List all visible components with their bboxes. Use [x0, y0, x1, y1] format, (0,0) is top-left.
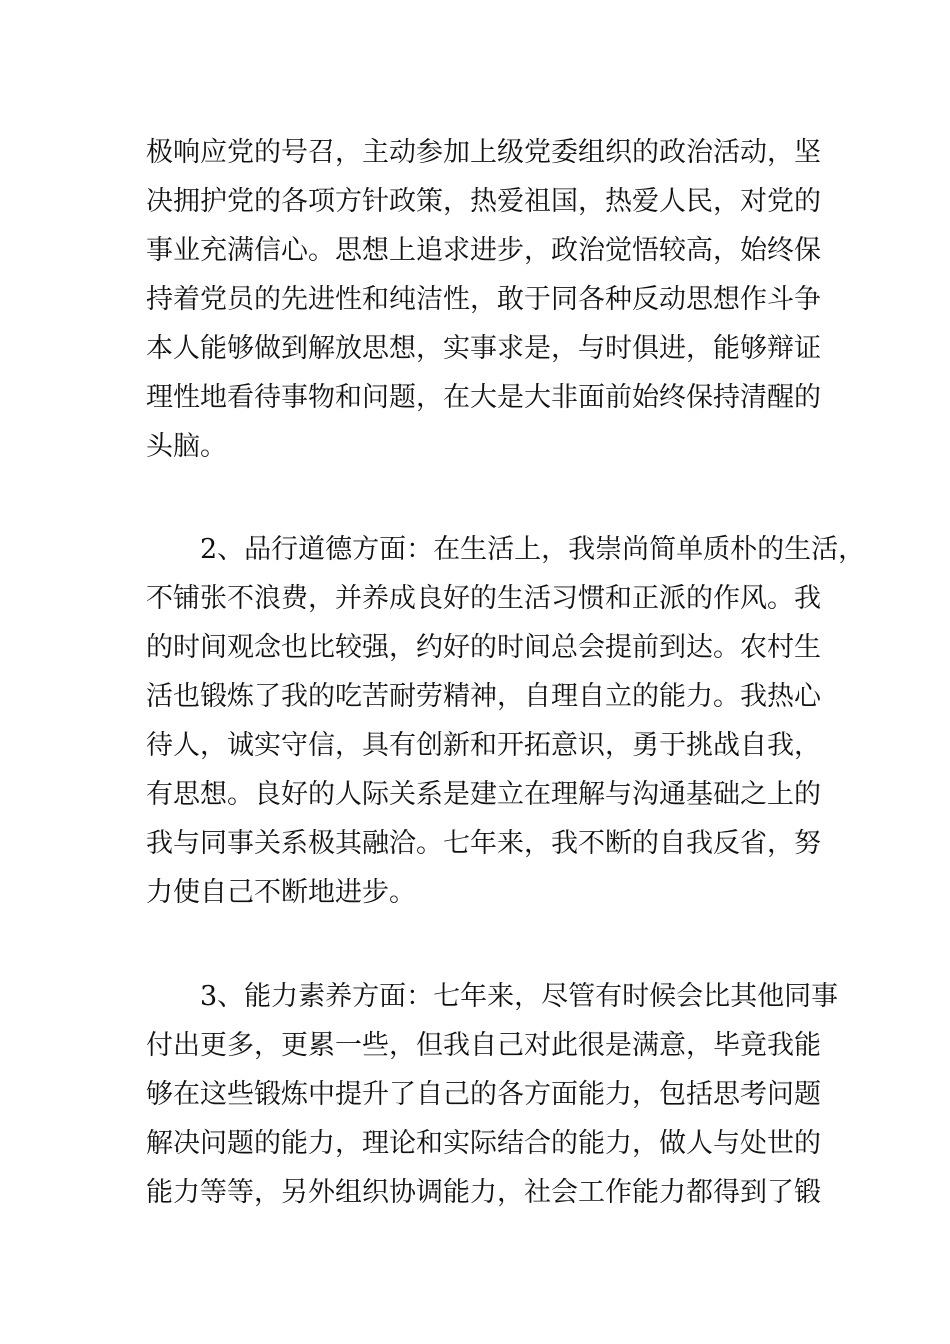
- paragraph-moral-conduct: [146, 525, 866, 917]
- text-line: 理性地看待事物和问题，在大是大非面前始终保持清醒的: [146, 382, 821, 413]
- text-line: 本人能够做到解放思想，实事求是，与时俱进，能够辩证: [146, 333, 821, 364]
- text-line: 持着党员的先进性和纯洁性，敢于同各种反动思想作斗争: [146, 284, 821, 315]
- text-line: 我与同事关系极其融洽。七年来，我不断的自我反省，努: [146, 828, 821, 859]
- text-line: 够在这些锻炼中提升了自己的各方面能力，包括思考问题: [146, 1079, 821, 1110]
- text-line: 事业充满信心。思想上追求进步，政治觉悟较高，始终保: [146, 235, 821, 266]
- text-line: 决拥护党的各项方针政策，热爱祖国，热爱人民，对党的: [146, 186, 821, 217]
- text-line: 活也锻炼了我的吃苦耐劳精神，自理自立的能力。我热心: [146, 681, 821, 712]
- text-line: 头脑。: [146, 431, 227, 462]
- text-line: 能力等等，另外组织协调能力，社会工作能力都得到了锻: [146, 1177, 821, 1208]
- text-line: 有思想。良好的人际关系是建立在理解与沟通基础之上的: [146, 779, 821, 810]
- text-line: 力使自己不断地进步。: [146, 877, 416, 908]
- paragraph-political-thought: [146, 128, 826, 471]
- text-line-indented: 3、能力素养方面：七年来，尽管有时候会比其他同事: [200, 981, 839, 1012]
- text-line-indented: 2、品行道德方面：在生活上，我崇尚简单质朴的生活，: [200, 534, 866, 565]
- paragraph-ability: [146, 972, 839, 1217]
- text-line: 极响应党的号召，主动参加上级党委组织的政治活动，坚: [146, 137, 821, 168]
- text-line: 付出更多，更累一些，但我自己对此很是满意，毕竟我能: [146, 1030, 821, 1061]
- text-line: 的时间观念也比较强，约好的时间总会提前到达。农村生: [146, 632, 821, 663]
- text-line: 解决问题的能力，理论和实际结合的能力，做人与处世的: [146, 1128, 821, 1159]
- text-line: 待人，诚实守信，具有创新和开拓意识，勇于挑战自我，: [146, 730, 821, 761]
- text-line: 不铺张不浪费，并养成良好的生活习惯和正派的作风。我: [146, 583, 821, 614]
